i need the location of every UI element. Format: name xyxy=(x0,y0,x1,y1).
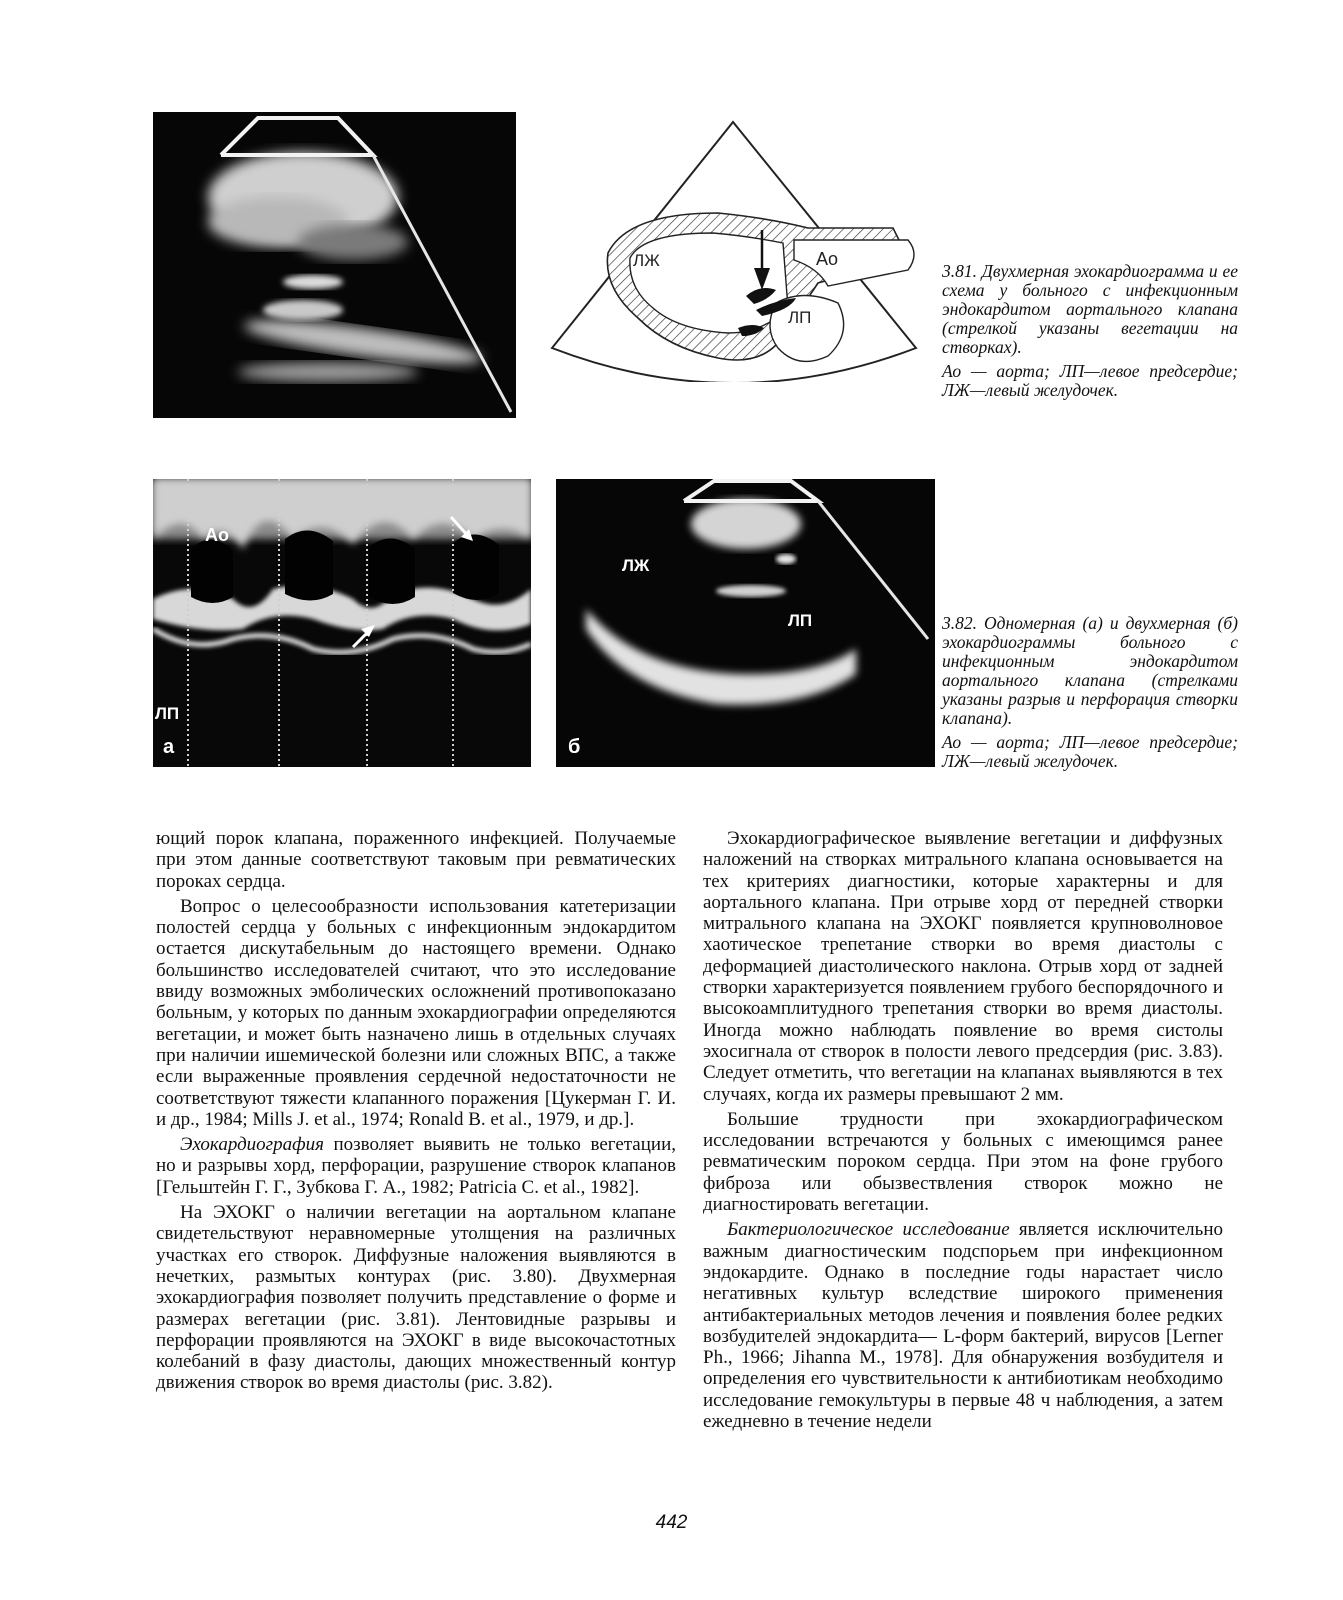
body-text-right-column xyxy=(703,828,1223,1436)
term-bacteriology: Бактериологическое исследование xyxy=(727,1219,1010,1241)
term-echocardiography: Эхокардиография xyxy=(180,1134,324,1156)
panel-a-letter: а xyxy=(163,736,175,758)
panel-b-letter: б xyxy=(568,736,581,758)
caption-3-82-legend: Ао — аорта; ЛП—левое предсердие; ЛЖ—левый желудочек. xyxy=(942,732,1238,771)
left-paragraph-4: На ЭХОКГ о наличии вегетации на аортальном клапане свидетельствуют неравномерные утолщения на различных участках его створок. Диффузные наложения выявляются в нечетких, размытых контурах (рис. 3.80). Двухмерная эхокардиография позволяет получить представление о форме и размерах вегетации (рис. 3.81). Лентовидные разрывы и перфорации проявляются на ЭХОКГ в виде высокочастотных колебаний в фазу диастолы, дающих множественный контур движения створок во время диастолы (рис. 3.82). xyxy=(156,1202,676,1394)
scheme-label-la: ЛП xyxy=(788,308,812,327)
scheme-label-ao: Ао xyxy=(816,249,839,269)
echo-2d-3-82b xyxy=(556,479,935,767)
left-paragraph-1: ющий порок клапана, пораженного инфекцией. Получаемые при этом данные соответствуют таковым при ревматических пороках сердца. xyxy=(156,828,676,892)
right-paragraph-1: Эхокардиографическое выявление вегетации и диффузных наложений на створках митрального клапана основывается на тех критериях диагностики, которые характерны и для аортального клапана. При отрыве хорд от передней створки митрального клапана на ЭХОКГ появляется крупноволновое хаотическое трепетание створки во время диастолы с деформацией диастолического наклона. Отрыв хорд от задней створки характеризуется появлением грубого беспорядочного и высокоамплитудного трепетания створки во время диастолы. Иногда можно наблюдать появление во время систолы эхосигнала от створок в полости левого предсердия (рис. 3.83). Следует отметить, что вегетации на клапанах выявляются в тех случаях, когда их размеры превышают 2 мм. xyxy=(703,828,1223,1105)
mmode-label-la: ЛП xyxy=(155,704,180,723)
echo-mmode-3-82a xyxy=(153,479,531,767)
echo-photo-3-81 xyxy=(153,112,516,418)
echo-scheme-3-81 xyxy=(548,118,920,382)
figure-caption-3-82 xyxy=(942,614,1238,776)
scheme-label-lv: ЛЖ xyxy=(633,251,660,270)
page-number: 442 xyxy=(655,1512,688,1533)
right-paragraph-2: Большие трудности при эхокардиографическом исследовании встречаются у больных с имеющимся ранее ревматическим пороком сердца. При этом на фоне грубого фиброза или обызвествления створок можно не диагностировать вегетации. xyxy=(703,1108,1223,1216)
panel-b-label-la: ЛП xyxy=(788,611,813,630)
caption-3-82-main: 3.82. Одномерная (а) и двухмерная (б) эхокардиограммы больного с инфекционным эндокардитом аортального клапана (стрелками указаны разрыв и перфорация створки клапана). xyxy=(942,613,1238,728)
caption-3-81-legend: Ао — аорта; ЛП—левое предсердие; ЛЖ—левый желудочек. xyxy=(942,361,1238,400)
right-paragraph-3 xyxy=(703,1219,1223,1432)
caption-3-81-main: 3.81. Двухмерная эхокардиограмма и ее схема у больного с инфекционным эндокардитом аортального клапана (стрелкой указаны вегетации на створках). xyxy=(942,261,1238,357)
mmode-label-ao: Ао xyxy=(205,525,229,545)
left-paragraph-3 xyxy=(156,1134,676,1198)
body-text-left-column xyxy=(156,828,676,1398)
left-paragraph-3-text: позволяет выявить не только вегетации, но и разрывы хорд, перфорации, разрушение створок клапанов [Гельштейн Г. Г., Зубкова Г. А., 1982; Patricia С. et al., 1982]. xyxy=(156,1134,676,1198)
left-paragraph-2: Вопрос о целесообразности использования катетеризации полостей сердца у больных с инфекционным эндокардитом остается дискутабельным до настоящего времени. Однако большинство исследователей считают, что это исследование ввиду возможных эмболических осложнений противопоказано больным, у которых по данным эхокардиографии определяются вегетации, и может быть назначено лишь в отдельных случаях при наличии ишемической болезни или сложных ВПС, а также если выраженные проявления сердечной недостаточности не соответствуют тяжести клапанного поражения [Цукерман Г. И. и др., 1984; Mills J. et al., 1974; Ronald В. et al., 1979, и др.]. xyxy=(156,895,676,1130)
figure-caption-3-81 xyxy=(942,262,1238,405)
panel-b-label-lv: ЛЖ xyxy=(622,556,650,575)
right-paragraph-3-text: является исключительно важным диагностическим подспорьем при инфекционном эндокардите. Однако в последние годы нарастает число негативных культур вследствие широкого применения антибактериальных методов лечения и появления более редких возбудителей эндокардита— L-форм бактерий, вирусов [Lerner Ph., 1966; Jihanna M., 1978]. Для обнаружения возбудителя и определения его чувствительности к антибиотикам необходимо исследование гемокультуры в первые 48 ч наблюдения, а затем ежедневно в течение недели xyxy=(703,1219,1223,1433)
